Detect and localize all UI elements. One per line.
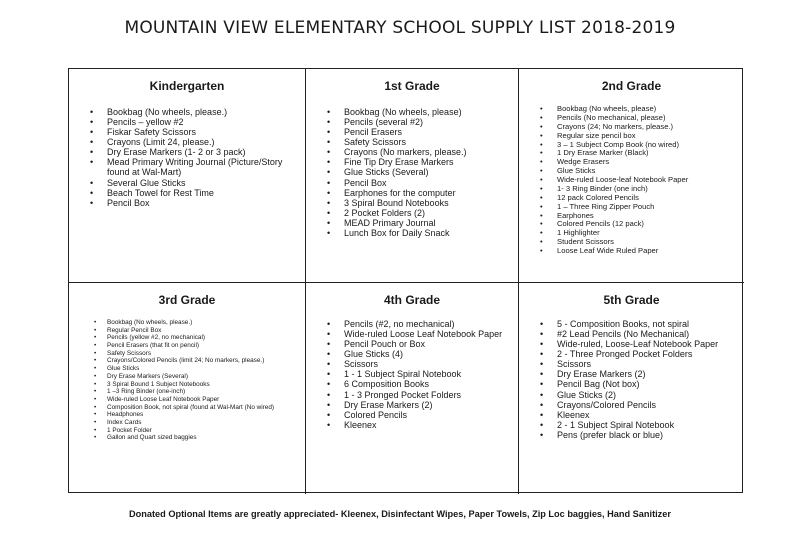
supply-item: • Several Glue Sticks <box>107 178 305 188</box>
supply-item: • 2 Pocket Folders (2) <box>344 208 518 218</box>
supply-item: • Crayons (No markers, please.) <box>344 147 518 157</box>
donation-note: Donated Optional Items are greatly appreciated- Kleenex, Disinfectant Wipes, Paper Towels, Zip Loc baggies, Hand Sanitizer <box>129 509 671 519</box>
supply-item: • Pencils (yellow #2, no mechanical) <box>107 334 302 342</box>
grade-heading: 1st Grade <box>384 79 440 93</box>
supply-item: • Wide-ruled Loose-leaf Notebook Paper <box>557 176 744 185</box>
supply-item: • Earphones for the computer <box>344 188 518 198</box>
supply-list <box>557 105 744 256</box>
supply-item: • Mead Primary Writing Journal (Picture/Story found at Wal-Mart) <box>107 157 305 177</box>
supply-item: • Regular Pencil Box <box>107 327 302 335</box>
supply-item: • 1 –3 Ring Binder (one-inch) <box>107 388 302 396</box>
supply-item: • Wedge Erasers <box>557 158 744 167</box>
supply-item: • Pencils (#2, no mechanical) <box>344 319 512 329</box>
grade-heading: 5th Grade <box>603 293 660 307</box>
supply-item: • 5 - Composition Books, not spiral <box>557 319 735 329</box>
supply-item: • Glue Sticks <box>557 167 744 176</box>
supply-item: • 1 Dry Erase Marker (Black) <box>557 149 744 158</box>
supply-item: • Pencil Box <box>344 178 518 188</box>
supply-item: • Pencils (No mechanical, please) <box>557 114 744 123</box>
supply-item: • 1 - 3 Pronged Pocket Folders <box>344 390 512 400</box>
supply-item: • Wide-ruled Loose Leaf Notebook Paper <box>107 396 302 404</box>
supply-item: • Glue Sticks <box>107 365 302 373</box>
supply-item: • Glue Sticks (Several) <box>344 167 518 177</box>
supply-item: • Dry Erase Markers (1- 2 or 3 pack) <box>107 147 305 157</box>
supply-item: • Index Cards <box>107 419 302 427</box>
grade-heading: 3rd Grade <box>158 293 216 307</box>
supply-item: • Scissors <box>557 359 735 369</box>
grade-cell-5th <box>519 283 744 494</box>
supply-item: • Beach Towel for Rest Time <box>107 188 305 198</box>
supply-item: • 2 - 1 Subject Spiral Notebook <box>557 420 735 430</box>
supply-item: • Bookbag (No wheels, please) <box>344 107 518 117</box>
supply-list <box>344 319 512 430</box>
page-title: MOUNTAIN VIEW ELEMENTARY SCHOOL SUPPLY LIST 2018-2019 <box>124 18 676 38</box>
supply-item: • Bookbag (No wheels, please) <box>557 105 744 114</box>
supply-item: • Pencil Bag (Not box) <box>557 379 735 389</box>
supply-item: • 1- 3 Ring Binder (one inch) <box>557 185 744 194</box>
supply-list <box>107 319 302 442</box>
supply-item: • Scissors <box>344 359 512 369</box>
supply-item: • Crayons (24; No markers, please.) <box>557 123 744 132</box>
supply-item: • Fiskar Safety Scissors <box>107 127 305 137</box>
supply-item: • 1 Highlighter <box>557 229 744 238</box>
supply-item: • Pencil Erasers (that fit on pencil) <box>107 342 302 350</box>
supply-item: • Wide-ruled, Loose-Leaf Notebook Paper <box>557 339 735 349</box>
supply-item: • Gallon and Quart sized baggies <box>107 434 302 442</box>
supply-item: • Glue Sticks (2) <box>557 390 735 400</box>
supply-item: • Pencils – yellow #2 <box>107 117 305 127</box>
supply-item: • #2 Lead Pencils (No Mechanical) <box>557 329 735 339</box>
supply-item: • 3 Spiral Bound 1 Subject Notebooks <box>107 381 302 389</box>
supply-item: • Lunch Box for Daily Snack <box>344 228 518 238</box>
supply-item: • Bookbag (No wheels, please.) <box>107 319 302 327</box>
supply-item: • Pencil Pouch or Box <box>344 339 512 349</box>
supply-item: • Colored Pencils (12 pack) <box>557 220 744 229</box>
supply-item: • Safety Scissors <box>344 137 518 147</box>
supply-list <box>344 107 518 238</box>
supply-item: • Pencil Box <box>107 198 305 208</box>
supply-item: • Pencils (several #2) <box>344 117 518 127</box>
supply-item: • Regular size pencil box <box>557 132 744 141</box>
supply-item: • Wide-ruled Loose Leaf Notebook Paper <box>344 329 512 339</box>
supply-item: • Bookbag (No wheels, please.) <box>107 107 305 117</box>
supply-item: • Dry Erase Markers (2) <box>344 400 512 410</box>
supply-item: • Kleenex <box>557 410 735 420</box>
supply-item: • 1 - 1 Subject Spiral Notebook <box>344 369 512 379</box>
supply-item: • 3 – 1 Subject Comp Book (no wired) <box>557 141 744 150</box>
supply-item: • Crayons (Limit 24, please.) <box>107 137 305 147</box>
supply-item: • Safety Scissors <box>107 350 302 358</box>
grade-cell-4th <box>306 283 519 494</box>
supply-list-grid <box>68 68 743 493</box>
grade-cell-2nd <box>519 69 744 283</box>
supply-item: • 1 – Three Ring Zipper Pouch <box>557 203 744 212</box>
supply-item: • 12 pack Colored Pencils <box>557 194 744 203</box>
supply-item: • Crayons/Colored Pencils <box>557 400 735 410</box>
grade-cell-kindergarten <box>69 69 306 283</box>
grade-heading: Kindergarten <box>149 79 225 93</box>
supply-item: • 2 - Three Pronged Pocket Folders <box>557 349 735 359</box>
supply-item: • Loose Leaf Wide Ruled Paper <box>557 247 744 256</box>
supply-item: • Crayons/Colored Pencils (limit 24; No markers, please.) <box>107 357 302 365</box>
supply-item: • 3 Spiral Bound Notebooks <box>344 198 518 208</box>
supply-item: • MEAD Primary Journal <box>344 218 518 228</box>
supply-item: • Fine Tip Dry Erase Markers <box>344 157 518 167</box>
supply-item: • Dry Erase Markers (2) <box>557 369 735 379</box>
supply-item: • Student Scissors <box>557 238 744 247</box>
grade-heading: 4th Grade <box>383 293 440 307</box>
grade-cell-3rd <box>69 283 306 494</box>
supply-item: • Composition Book, not spiral (found at Wal-Mart (No wired) <box>107 404 302 412</box>
supply-item: • Dry Erase Markers (Several) <box>107 373 302 381</box>
supply-item: • 6 Composition Books <box>344 379 512 389</box>
grade-heading: 2nd Grade <box>601 79 662 93</box>
supply-item: • 1 Pocket Folder <box>107 427 302 435</box>
supply-list <box>557 319 735 440</box>
supply-item: • Pens (prefer black or blue) <box>557 430 735 440</box>
supply-list <box>107 107 305 208</box>
supply-item: • Kleenex <box>344 420 512 430</box>
supply-item: • Glue Sticks (4) <box>344 349 512 359</box>
supply-item: • Headphones <box>107 411 302 419</box>
supply-item: • Earphones <box>557 212 744 221</box>
supply-item: • Colored Pencils <box>344 410 512 420</box>
grade-cell-1st <box>306 69 519 283</box>
supply-item: • Pencil Erasers <box>344 127 518 137</box>
